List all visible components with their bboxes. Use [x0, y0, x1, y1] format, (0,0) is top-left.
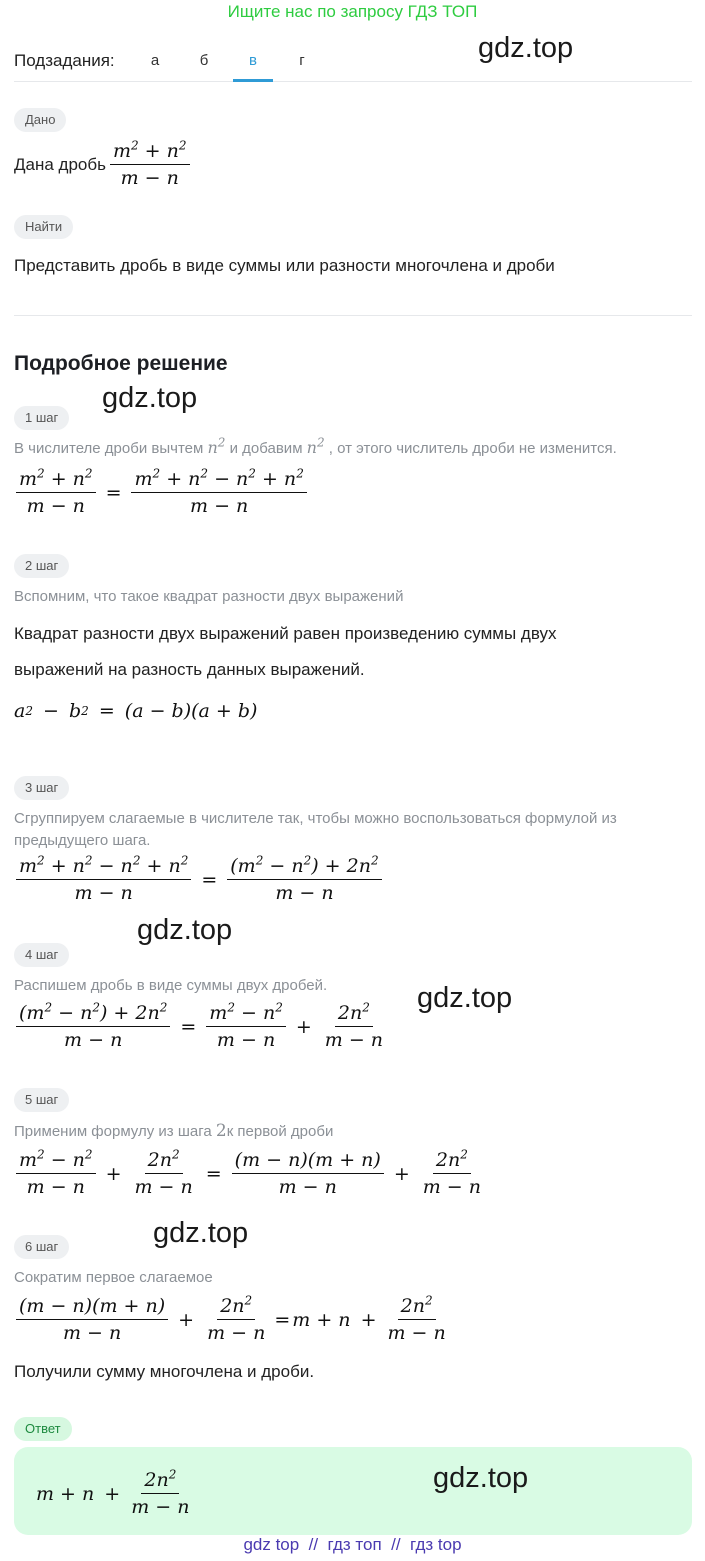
tab-a[interactable]: а	[150, 52, 160, 69]
given-row	[14, 138, 194, 191]
divider	[14, 315, 692, 316]
step-2-badge: 2 шаг	[14, 554, 69, 578]
subtasks-label: Подзадания:	[14, 51, 115, 70]
step-2-text: Вспомним, что такое квадрат разности двух выражений	[14, 588, 404, 605]
watermark: gdz.top	[102, 382, 198, 414]
watermark: gdz.top	[153, 1217, 249, 1249]
tab-g[interactable]: г	[299, 52, 305, 69]
step-5-text: Применим формулу из шага 2к первой дроби	[14, 1121, 334, 1141]
find-badge: Найти	[14, 215, 73, 239]
answer-formula: m + n + $\frac{2n^2}{m - n}$	[36, 1467, 190, 1518]
search-hint-link[interactable]: Ищите нас по запросу ГДЗ ТОП	[227, 2, 478, 21]
tab-v[interactable]: в	[233, 52, 273, 82]
find-text: Представить дробь в виде суммы или разности многочлена и дроби	[14, 256, 555, 275]
step-5-badge: 5 шаг	[14, 1088, 69, 1112]
step-5-formula: $\frac{m^2 - n^2}{m - n}$ + $\frac{2n^2}{m - n}$ = $\frac{(m - n)(m + n)}{m - n}$ + $\frac{2n^2}{m - n}$	[12, 1147, 488, 1200]
step-2-body-2: выражений на разность данных выражений.	[14, 660, 365, 679]
step-4-formula: $\frac{(m^2 - n^2) + 2n^2}{m - n}$ = $\frac{m^2 - n^2}{m - n}$ + $\frac{2n^2}{m - n}$	[12, 1000, 390, 1053]
step-2-formula: a 2 − b 2 = (a − b)(a + b)	[14, 700, 258, 722]
subtasks-bar	[14, 40, 692, 82]
step-3-formula: $\frac{m^2 + n^2 - n^2 + n^2}{m - n}$ = $\frac{(m^2 - n^2) + 2n^2}{m - n}$	[12, 853, 386, 906]
step-6-formula: $\frac{(m - n)(m + n)}{m - n}$ + $\frac{2n^2}{m - n}$ = m + n + $\frac{2n^2}{m - n}$	[12, 1293, 453, 1346]
step-6-text: Сократим первое слагаемое	[14, 1269, 213, 1286]
watermark: gdz.top	[417, 982, 513, 1014]
step-6-conclusion: Получили сумму многочлена и дроби.	[14, 1362, 315, 1381]
answer-badge: Ответ	[14, 1417, 72, 1441]
watermark: gdz.top	[433, 1462, 529, 1494]
step-6-badge: 6 шаг	[14, 1235, 69, 1259]
step-3-text-1: Сгруппируем слагаемые в числителе так, чтобы можно воспользоваться формулой из	[14, 810, 617, 827]
step-4-text: Распишем дробь в виде суммы двух дробей.	[14, 977, 328, 994]
step-4-badge: 4 шаг	[14, 943, 69, 967]
given-badge: Дано	[14, 108, 66, 132]
step-2-body-1: Квадрат разности двух выражений равен произведению суммы двух	[14, 624, 557, 643]
given-text: Дана дробь	[14, 154, 106, 174]
tab-b[interactable]: б	[199, 52, 209, 69]
watermark: gdz.top	[478, 32, 574, 64]
given-fraction: $\frac{m^2 + n^2}{m - n}$	[106, 138, 194, 191]
watermark: gdz.top	[137, 914, 233, 946]
step-3-badge: 3 шаг	[14, 776, 69, 800]
step-1-badge: 1 шаг	[14, 406, 69, 430]
step-1-formula: $\frac{m^2 + n^2}{m - n}$ = $\frac{m^2 + n^2 - n^2 + n^2}{m - n}$	[12, 466, 311, 519]
step-1-text: В числителе дроби вычтем $n^2$ и добавим $n^2$ , от этого числитель дроби не изменится.	[14, 435, 617, 457]
footer-links[interactable]: gdz top // гдз топ // гдз top	[243, 1535, 462, 1554]
step-3-text-2: предыдущего шага.	[14, 832, 151, 849]
solution-title: Подробное решение	[14, 352, 228, 375]
